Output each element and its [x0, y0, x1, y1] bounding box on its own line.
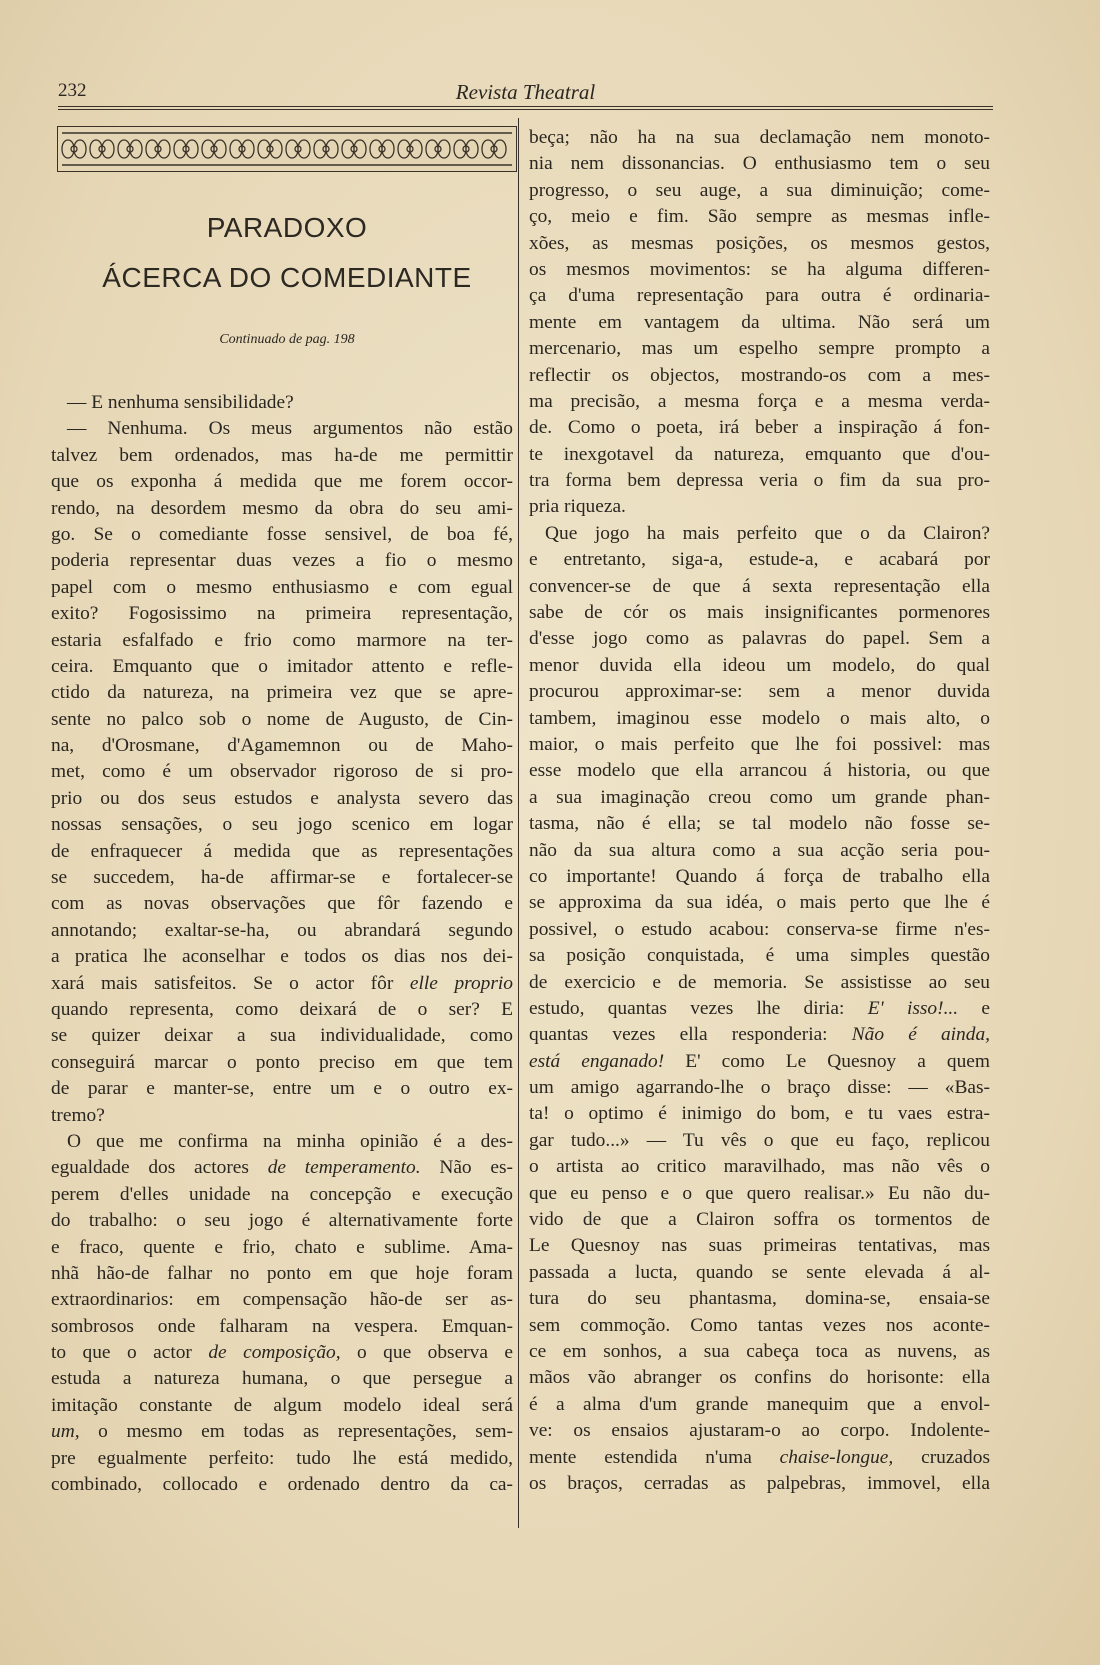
italic-run: de composição, — [208, 1342, 341, 1364]
text-line — [529, 1022, 990, 1048]
text-line — [51, 1314, 513, 1340]
text-run: convencer-se de que á sexta representação ella — [529, 575, 990, 597]
text-line — [529, 732, 990, 758]
text-line — [51, 654, 513, 680]
text-line — [529, 1233, 990, 1259]
text-line — [529, 1154, 990, 1180]
text-run: é a alma d'um grande manequim que a envol- — [529, 1393, 990, 1415]
text-line — [529, 970, 990, 996]
text-line — [529, 996, 990, 1022]
text-run: mercenario, mas um espelho sempre prompto a — [529, 338, 990, 360]
text-run: exito? Fogosissimo na primeira representação, — [51, 603, 513, 625]
text-run: Que jogo ha mais perfeito que o da Clairon? — [545, 522, 990, 544]
text-line — [51, 812, 513, 838]
text-run: xões, as mesmas posições, os mesmos gestos, — [529, 232, 990, 254]
text-run: extraordinarios: em compensação hão-de ser as- — [51, 1289, 513, 1311]
text-line — [51, 1393, 513, 1419]
text-run: na, d'Orosmane, d'Agamemnon ou de Maho- — [51, 735, 513, 757]
text-line — [529, 1101, 990, 1127]
italic-run: Não é ainda, — [851, 1024, 990, 1046]
text-line — [529, 547, 990, 573]
text-line — [529, 442, 990, 468]
italic-run: está enganado! — [529, 1050, 665, 1072]
text-line — [51, 1446, 513, 1472]
text-line — [529, 785, 990, 811]
text-run: to que o actor — [51, 1342, 209, 1364]
italic-run: de temperamento. — [267, 1157, 421, 1179]
text-run: procurou approximar-se: sem a menor duvida — [529, 681, 990, 703]
text-line — [529, 943, 990, 969]
text-run: esse modelo que ella arrancou á historia, ou que — [529, 760, 990, 782]
text-line — [529, 389, 990, 415]
text-run: nia nem dissonancias. O enthusiasmo tem o seu — [529, 153, 990, 175]
text-run: E' como Le Quesnoy a quem — [664, 1050, 990, 1072]
text-line — [529, 151, 990, 177]
text-line — [51, 575, 513, 601]
text-line — [529, 231, 990, 257]
text-run: e fraco, quente e frio, chato e sublime. Ama- — [51, 1236, 513, 1258]
text-run: imitação constante de algum modelo ideal será — [51, 1394, 513, 1416]
text-line — [51, 865, 513, 891]
text-run: os braços, cerradas as palpebras, immovel, ella — [529, 1472, 990, 1494]
text-run: que eu penso e o que quero realisar.» Eu não du- — [529, 1182, 990, 1204]
text-run: mente em vantagem da ultima. Não será um — [529, 311, 990, 333]
text-line — [51, 918, 513, 944]
text-run: quantas vezes ella responderia: — [529, 1024, 852, 1046]
text-run: a pratica lhe aconselhar e todos os dias nos dei- — [51, 946, 513, 968]
text-line — [51, 1419, 513, 1445]
right-column-text — [529, 125, 990, 1497]
text-line — [529, 653, 990, 679]
text-run: go. Se o comediante fosse sensivel, de boa fé, — [51, 523, 513, 545]
text-run: e entretanto, siga-a, estude-a, e acabará por — [529, 549, 990, 571]
text-line — [51, 390, 513, 416]
text-line — [529, 1365, 990, 1391]
text-line — [529, 811, 990, 837]
text-line — [529, 706, 990, 732]
text-run: reflectir os objectos, mostrando-os com a mes- — [529, 364, 990, 386]
text-line — [529, 1471, 990, 1497]
article-title-line2: ÁCERCA DO COMEDIANTE — [102, 262, 472, 293]
left-column-text — [51, 390, 513, 1498]
text-run: vido de que a Clairon soffra os tormentos de — [529, 1209, 990, 1231]
text-line — [51, 1155, 513, 1181]
text-line — [51, 839, 513, 865]
text-run: estaria esfalfado e frio como marmore na ter- — [51, 629, 513, 651]
text-run: sabe de cór os mais insignificantes pormenores — [529, 602, 990, 624]
text-line — [529, 1445, 990, 1471]
text-line — [529, 283, 990, 309]
text-line — [529, 1207, 990, 1233]
text-run: possivel, o estudo acabou: conserva-se firme n'es- — [529, 918, 990, 940]
text-line — [51, 971, 513, 997]
text-run: — E nenhuma sensibilidade? — [67, 392, 294, 413]
text-line — [529, 310, 990, 336]
page-number: 232 — [58, 80, 87, 101]
text-line — [51, 707, 513, 733]
text-line — [529, 468, 990, 494]
text-line — [529, 204, 990, 230]
text-run: tura do seu phantasma, domina-se, ensaia-se — [529, 1288, 990, 1310]
text-run: talvez bem ordenados, mas ha-de me permittir — [51, 444, 513, 466]
text-line — [51, 944, 513, 970]
text-line — [51, 1366, 513, 1392]
running-header — [58, 78, 993, 106]
text-line — [51, 1103, 513, 1129]
text-run: ve: os ensaios ajustaram-o ao corpo. Indolente- — [529, 1420, 990, 1442]
text-run: conseguirá marcar o ponto preciso em que tem — [51, 1051, 513, 1073]
text-line — [529, 1128, 990, 1154]
text-line — [529, 415, 990, 441]
text-line — [51, 733, 513, 759]
article-title-line1: PARADOXO — [206, 212, 368, 243]
text-run: tambem, imaginou esse modelo o mais alto, o — [529, 707, 990, 729]
text-line — [529, 363, 990, 389]
text-line — [51, 1182, 513, 1208]
text-run: ceira. Emquanto que o imitador attento e refle- — [51, 655, 513, 677]
text-run: do trabalho: o seu jogo é alternativamente forte — [51, 1210, 513, 1232]
text-line — [51, 496, 513, 522]
text-run: se approxima da sua idéa, o mais perto que lhe é — [529, 892, 990, 914]
text-run: e — [958, 997, 990, 1019]
text-run: Não es- — [420, 1157, 513, 1179]
text-run: ctido da natureza, na primeira vez que se apre- — [51, 682, 513, 704]
text-run: passada a lucta, quando se sente elevada á al- — [529, 1261, 990, 1283]
text-run: pria riqueza. — [529, 496, 626, 518]
text-run: de exercicio e de memoria. Se assistisse ao seu — [529, 971, 990, 993]
text-run: a sua imaginação creou como um grande phan- — [529, 786, 990, 808]
text-line — [529, 679, 990, 705]
text-line — [529, 600, 990, 626]
text-line — [529, 1049, 990, 1075]
text-line — [529, 1418, 990, 1444]
text-line — [51, 522, 513, 548]
text-run: cruzados — [893, 1446, 990, 1468]
italic-run: E' isso!... — [867, 997, 959, 1019]
text-run: ta! o optimo é inimigo do bom, e tu vaes estra- — [529, 1103, 990, 1125]
header-rule-secondary — [58, 109, 993, 110]
journal-title: Revista Theatral — [455, 80, 596, 104]
text-run: tra forma bem depressa veria o fim da sua pro- — [529, 470, 990, 492]
text-run: de parar e manter-se, entre um e o outro ex- — [51, 1078, 513, 1100]
text-run: progresso, o seu auge, a sua diminuição; come- — [529, 179, 990, 201]
column-divider — [518, 118, 519, 1528]
text-run: sente no palco sob o nome de Augusto, de Cin- — [51, 708, 513, 730]
text-run: — Nenhuma. Os meus argumentos não estão — [67, 418, 513, 440]
text-line — [51, 548, 513, 574]
text-line — [529, 890, 990, 916]
text-run: sombrosos onde falharam na vespera. Emquan- — [51, 1315, 513, 1337]
text-line — [51, 469, 513, 495]
text-run: os mesmos movimentos: se ha alguma differen- — [529, 258, 990, 280]
text-line — [51, 1287, 513, 1313]
text-run: nhã hão-de falhar no ponto em que hoje foram — [51, 1262, 513, 1284]
text-line — [529, 626, 990, 652]
text-line — [529, 494, 990, 520]
text-line — [529, 1339, 990, 1365]
text-run: tremo? — [51, 1104, 105, 1126]
text-line — [51, 1050, 513, 1076]
text-run: pre egualmente perfeito: tudo lhe está medido, — [51, 1447, 513, 1469]
text-run: rendo, na desordem mesmo da obra do seu ami- — [51, 497, 513, 519]
text-line — [529, 917, 990, 943]
header-rule — [58, 106, 993, 107]
text-run: combinado, collocado e ordenado dentro da ca- — [51, 1474, 513, 1496]
text-run: o que observa e — [340, 1342, 513, 1364]
text-line — [529, 574, 990, 600]
text-line — [51, 601, 513, 627]
text-run: papel com o mesmo enthusiasmo e com egual — [51, 576, 513, 598]
text-line — [529, 125, 990, 151]
text-line — [51, 1340, 513, 1366]
text-run: prio ou dos seus estudos e analysta severo das — [51, 787, 513, 809]
text-run: o mesmo em todas as representações, sem- — [79, 1421, 513, 1443]
text-run: mente estendida n'uma — [529, 1446, 780, 1468]
text-run: O que me confirma na minha opinião é a des- — [67, 1130, 513, 1152]
italic-run: chaise-longue, — [779, 1446, 894, 1468]
text-run: xará mais satisfeitos. Se o actor fôr — [51, 972, 410, 994]
text-run: met, como é um observador rigoroso de si pro- — [51, 761, 513, 783]
text-line — [529, 838, 990, 864]
text-line — [529, 178, 990, 204]
text-line — [529, 1313, 990, 1339]
text-line — [529, 1286, 990, 1312]
text-run: o artista ao critico maravilhado, mas não vês o — [529, 1156, 990, 1178]
text-line — [529, 257, 990, 283]
text-run: ço, meio e fim. São sempre as mesmas infle- — [529, 206, 990, 228]
text-line — [51, 416, 513, 442]
text-line — [529, 1181, 990, 1207]
text-line — [51, 759, 513, 785]
text-run: que os exponha á medida que me forem occor- — [51, 471, 513, 493]
continued-note: Continuado de pag. 198 — [219, 332, 355, 347]
text-run: se quizer deixar a sua individualidade, como — [51, 1025, 513, 1047]
text-run: se succedem, ha-de affirmar-se e fortalecer-se — [51, 867, 513, 889]
text-run: d'esse jogo como as palavras do papel. Sem a — [529, 628, 990, 650]
text-line — [51, 786, 513, 812]
text-run: annotando; exaltar-se-ha, ou abrandará segundo — [51, 919, 513, 941]
text-run: ça d'uma representação para outra é ordinaria- — [529, 285, 990, 307]
text-run: ma precisão, a mesma força e a mesma verda- — [529, 390, 990, 412]
text-run: te inexgotavel da natureza, emquanto que d'ou- — [529, 443, 990, 465]
text-run: gar tudo...» — Tu vês o que eu faço, replicou — [529, 1129, 990, 1151]
italic-run: elle proprio — [409, 972, 513, 994]
text-line — [529, 521, 990, 547]
text-run: um amigo agarrando-lhe o braço disse: — «Bas- — [529, 1077, 990, 1099]
text-run: perem d'elles unidade na concepção e execução — [51, 1183, 513, 1205]
text-run: tasma, não é ella; se tal modelo não fosse se- — [529, 813, 990, 835]
text-run: mãos vão abranger os confins do horisonte: ella — [529, 1367, 990, 1389]
text-run: co importante! Quando á força de trabalho ella — [529, 865, 990, 887]
text-line — [51, 997, 513, 1023]
text-line — [51, 1261, 513, 1287]
text-run: menor duvida ella ideou um modelo, do qual — [529, 654, 990, 676]
text-line — [529, 1392, 990, 1418]
text-run: não da sua altura como a sua acção seria pou- — [529, 839, 990, 861]
text-line — [51, 628, 513, 654]
text-line — [51, 1129, 513, 1155]
text-run: estuda a natureza humana, o que persegue a — [51, 1368, 513, 1390]
text-line — [51, 1235, 513, 1261]
text-run: Le Quesnoy nas suas primeiras tentativas, mas — [529, 1235, 990, 1257]
text-run: egualdade dos actores — [51, 1157, 268, 1179]
text-run: poderia representar duas vezes a fio o mesmo — [51, 550, 513, 572]
text-run: quando representa, como deixará de o ser? E — [51, 998, 513, 1020]
decorative-ornament-band-icon — [57, 126, 517, 172]
text-line — [529, 1075, 990, 1101]
text-run: sa posição conquistada, é uma simples questão — [529, 945, 990, 967]
text-line — [51, 443, 513, 469]
text-line — [51, 680, 513, 706]
text-run: ce em sonhos, a sua cabeça toca as nuvens, as — [529, 1340, 990, 1362]
text-line — [51, 1076, 513, 1102]
text-run: nossas sensações, o seu jogo scenico em logar — [51, 814, 513, 836]
text-line — [529, 336, 990, 362]
text-line — [51, 1023, 513, 1049]
text-run: de enfraquecer á medida que as representações — [51, 840, 513, 862]
text-line — [51, 1208, 513, 1234]
text-line — [529, 864, 990, 890]
text-line — [529, 1260, 990, 1286]
text-run: maior, o mais perfeito que lhe foi possivel: mas — [529, 733, 990, 755]
text-line — [529, 758, 990, 784]
text-line — [51, 891, 513, 917]
text-line — [51, 1472, 513, 1498]
text-run: de. Como o poeta, irá beber a inspiração á fon- — [529, 417, 990, 439]
text-run: beça; não ha na sua declamação nem monoto- — [529, 127, 990, 148]
text-run: com as novas observações que fôr fazendo e — [51, 893, 513, 915]
text-run: sem commoção. Como tantas vezes nos aconte- — [529, 1314, 990, 1336]
italic-run: um, — [51, 1421, 80, 1443]
text-run: estudo, quantas vezes lhe diria: — [529, 997, 868, 1019]
